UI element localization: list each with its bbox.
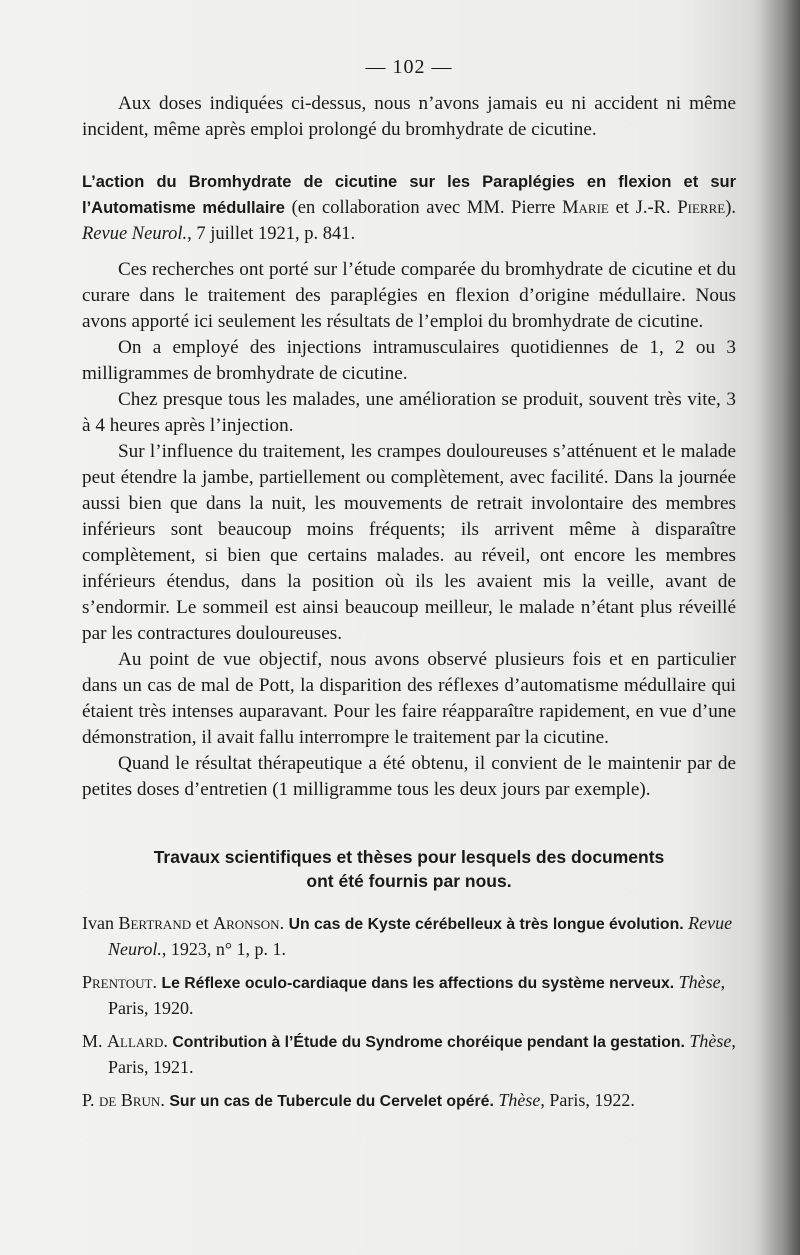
bib-title: Le Réflexe oculo-cardiaque dans les affections du système nerveux. [161, 975, 675, 992]
page-content [82, 56, 736, 1122]
bib-details: , Paris, 1922. [540, 1090, 635, 1110]
bib-details: , Paris, 1920. [108, 972, 726, 1018]
paragraph-recherches: Ces recherches ont porté sur l’étude comparée du bromhydrate de cicutine et du curare dans le traitement des paraplégies en flexion d’origine médullaire. Nous avons apporté ici seulement les résultats de l’emploi du bromhydrate de cicutine. [82, 259, 736, 332]
paragraph-objectif: Au point de vue objectif, nous avons observé plusieurs fois et en particulier dans un cas de mal de Pott, la disparition des réflexes d’automatisme médullaire qui étaient très intenses auparavant. Pour les faire réapparaître rapidement, en vue d’une démonstration, il avait fallu interrompre le traitement par la cicutine. [82, 649, 736, 748]
bib-author: Bertrand [118, 913, 192, 933]
page-number: — 102 — [365, 56, 453, 78]
section-title-line1: Travaux scientifiques et thèses pour lesquels des documents [153, 847, 665, 867]
reference-journal: Revue Neurol. [82, 224, 188, 244]
bib-title: Un cas de Kyste cérébelleux à très longue évolution. [288, 916, 684, 933]
paragraph-influence: Sur l’influence du traitement, les crampes douloureuses s’atténuent et le malade peut étendre la jambe, partiellement ou complètement, avec facilité. Dans la journée aussi bien que dans la nuit, les mouvements de retrait involontaire des membres inférieurs sont beaucoup moins fréquents; ils arrivent même à disparaître complètement, si bien que certains malades. au réveil, ont encore les membres inférieurs étendus, dans la position où ils les avaient mis la veille, avant de s’endormir. Le sommeil est ainsi beaucoup meilleur, le malade n’étant plus réveillé par les contractures douloureuses. [82, 441, 736, 644]
bib-author: de Brun [99, 1090, 161, 1110]
bibliography-item [82, 911, 736, 962]
bibliography-item [82, 1029, 736, 1080]
paragraph-injections: On a employé des injections intramusculaires quotidiennes de 1, 2 ou 3 milligrammes de bromhydrate de cicutine. [82, 337, 736, 384]
paragraph-amelioration: Chez presque tous les malades, une amélioration se produit, souvent très vite, 3 à 4 heures après l’injection. [82, 389, 736, 436]
reference-details: , 7 juillet 1921, p. 841. [187, 224, 356, 244]
bib-title: Contribution à l’Étude du Syndrome choréique pendant la gestation. [172, 1034, 685, 1051]
bibliography-item [82, 970, 736, 1021]
bib-details: , Paris, 1921. [108, 1031, 736, 1077]
bib-author: Prentout [82, 972, 153, 992]
bib-dot: . [160, 1090, 170, 1110]
reference-author-marie: Marie [562, 198, 609, 218]
bib-source: Thèse [674, 972, 721, 992]
paragraph-doses: Aux doses indiquées ci-dessus, nous n’avons jamais eu ni accident ni même incident, même après emploi prolongé du bromhydrate de cicutine. [82, 93, 736, 140]
bib-prefix: M. [82, 1031, 108, 1051]
bib-author: Allard [107, 1031, 164, 1051]
bib-prefix: P. [82, 1090, 100, 1110]
paragraph-resultat: Quand le résultat thérapeutique a été obtenu, il convient de le maintenir par de petites doses d’entretien (1 milligramme tous les deux jours par exemple). [82, 753, 736, 800]
reference-collab-mid: et J.-R. [608, 198, 678, 218]
reference-entry [82, 169, 736, 247]
reference-author-pierre: Pierre [677, 198, 726, 218]
bib-source: Thèse [493, 1090, 541, 1110]
bib-title: Sur un cas de Tubercule du Cervelet opéré. [169, 1093, 494, 1110]
bib-details: , 1923, n° 1, p. 1. [161, 939, 287, 959]
section-title [82, 845, 736, 893]
bib-prefix: Ivan [82, 913, 119, 933]
bib-dot: . [163, 1031, 173, 1051]
bib-author2: Aronson [213, 913, 280, 933]
page-edge-shadow [760, 0, 800, 1255]
bib-source: Thèse [684, 1031, 732, 1051]
reference-title: L’action du Bromhydrate de cicutine sur les Paraplégies en flexion et sur l’Automatisme médullaire [82, 173, 736, 217]
bib-dot: . [279, 913, 289, 933]
reference-collab-prefix: (en collaboration avec MM. Pierre [284, 198, 563, 218]
bibliography-item [82, 1088, 736, 1114]
section-title-line2: ont été fournis par nous. [306, 871, 512, 891]
bib-source: Revue Neurol. [108, 913, 733, 959]
reference-collab-suffix: ). [725, 198, 736, 218]
bib-dot: . [152, 972, 162, 992]
bib-and: et [191, 913, 214, 933]
